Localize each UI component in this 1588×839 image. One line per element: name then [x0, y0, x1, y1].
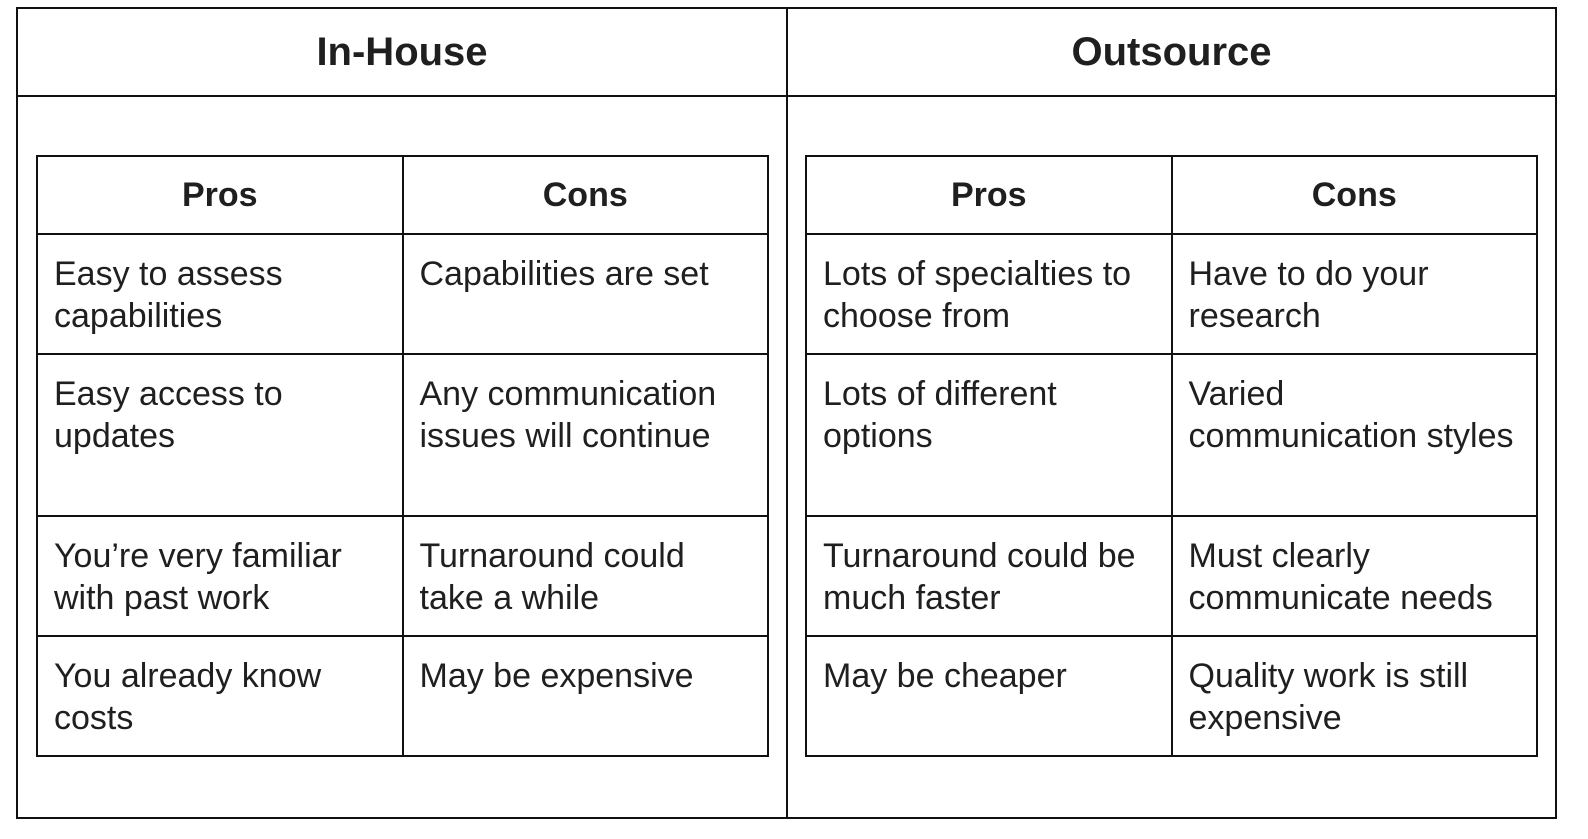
- con-cell: Varied communication styles: [1172, 354, 1538, 516]
- table-row: [806, 516, 1537, 636]
- cons-header: Cons: [1172, 156, 1538, 234]
- cons-header: Cons: [403, 156, 769, 234]
- pro-cell: Easy access to updates: [37, 354, 403, 516]
- con-cell: Turnaround could take a while: [403, 516, 769, 636]
- con-cell: Any communication issues will continue: [403, 354, 769, 516]
- comparison-table: [16, 7, 1557, 819]
- table-row: [37, 516, 768, 636]
- table-row: [37, 636, 768, 756]
- outsource-pros-cons-table: [805, 155, 1538, 757]
- con-cell: Have to do your research: [1172, 234, 1538, 354]
- in-house-section: [18, 97, 788, 817]
- table-row: [806, 234, 1537, 354]
- pros-header: Pros: [37, 156, 403, 234]
- pro-cell: May be cheaper: [806, 636, 1172, 756]
- con-cell: May be expensive: [403, 636, 769, 756]
- pro-cell: Easy to assess capabilities: [37, 234, 403, 354]
- in-house-heading: In-House: [18, 9, 788, 97]
- header-row: [806, 156, 1537, 234]
- table-row: [806, 354, 1537, 516]
- con-cell: Capabilities are set: [403, 234, 769, 354]
- in-house-pros-cons-table: [36, 155, 769, 757]
- con-cell: Quality work is still expensive: [1172, 636, 1538, 756]
- outsource-heading: Outsource: [788, 9, 1555, 97]
- pro-cell: You’re very familiar with past work: [37, 516, 403, 636]
- pro-cell: You already know costs: [37, 636, 403, 756]
- header-row: [37, 156, 768, 234]
- pro-cell: Lots of specialties to choose from: [806, 234, 1172, 354]
- pros-header: Pros: [806, 156, 1172, 234]
- outsource-section: [788, 97, 1555, 817]
- pro-cell: Turnaround could be much faster: [806, 516, 1172, 636]
- table-row: [806, 636, 1537, 756]
- table-row: [37, 234, 768, 354]
- table-row: [37, 354, 768, 516]
- con-cell: Must clearly communicate needs: [1172, 516, 1538, 636]
- pro-cell: Lots of different options: [806, 354, 1172, 516]
